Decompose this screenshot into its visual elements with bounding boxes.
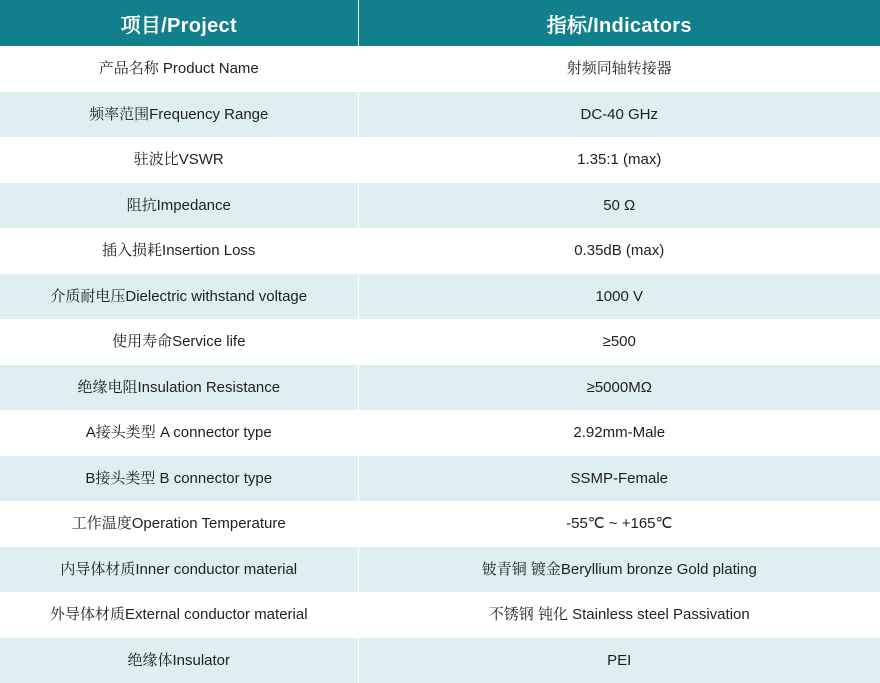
table-row (0, 638, 880, 683)
cell-indicator: 0.35dB (max) (358, 228, 880, 274)
cell-project: 绝缘体Insulator (0, 638, 358, 683)
cell-project: 阻抗Impedance (0, 183, 358, 229)
cell-indicator: 50 Ω (358, 183, 880, 229)
cell-project: 外导体材质External conductor material (0, 592, 358, 638)
cell-project: 产品名称 Product Name (0, 46, 358, 92)
cell-indicator: ≥5000MΩ (358, 365, 880, 411)
column-header-project: 项目/Project (0, 0, 358, 46)
cell-indicator: SSMP-Female (358, 456, 880, 502)
cell-project: 工作温度Operation Temperature (0, 501, 358, 547)
table-row (0, 592, 880, 638)
cell-project: 使用寿命Service life (0, 319, 358, 365)
cell-indicator: -55℃ ~ +165℃ (358, 501, 880, 547)
cell-indicator: PEI (358, 638, 880, 683)
table-body (0, 46, 880, 683)
table-row (0, 456, 880, 502)
cell-indicator: 1.35:1 (max) (358, 137, 880, 183)
table-row (0, 183, 880, 229)
table-header-row (0, 0, 880, 46)
cell-indicator: 不锈钢 钝化 Stainless steel Passivation (358, 592, 880, 638)
cell-project: 内导体材质Inner conductor material (0, 547, 358, 593)
table-row (0, 319, 880, 365)
cell-indicator: ≥500 (358, 319, 880, 365)
table-header (0, 0, 880, 46)
column-header-indicators: 指标/Indicators (358, 0, 880, 46)
cell-indicator: 铍青铜 镀金Beryllium bronze Gold plating (358, 547, 880, 593)
cell-project: B接头类型 B connector type (0, 456, 358, 502)
cell-indicator: 2.92mm-Male (358, 410, 880, 456)
cell-project: 介质耐电压Dielectric withstand voltage (0, 274, 358, 320)
cell-indicator: 1000 V (358, 274, 880, 320)
table-row (0, 365, 880, 411)
cell-project: A接头类型 A connector type (0, 410, 358, 456)
cell-project: 插入损耗Insertion Loss (0, 228, 358, 274)
table-row (0, 410, 880, 456)
table-row (0, 547, 880, 593)
table-row (0, 137, 880, 183)
cell-project: 绝缘电阻Insulation Resistance (0, 365, 358, 411)
table-row (0, 92, 880, 138)
cell-project: 频率范围Frequency Range (0, 92, 358, 138)
cell-indicator: DC-40 GHz (358, 92, 880, 138)
cell-project: 驻波比VSWR (0, 137, 358, 183)
table-row (0, 501, 880, 547)
table-row (0, 228, 880, 274)
table-row (0, 46, 880, 92)
table-row (0, 274, 880, 320)
cell-indicator: 射频同轴转接器 (358, 46, 880, 92)
